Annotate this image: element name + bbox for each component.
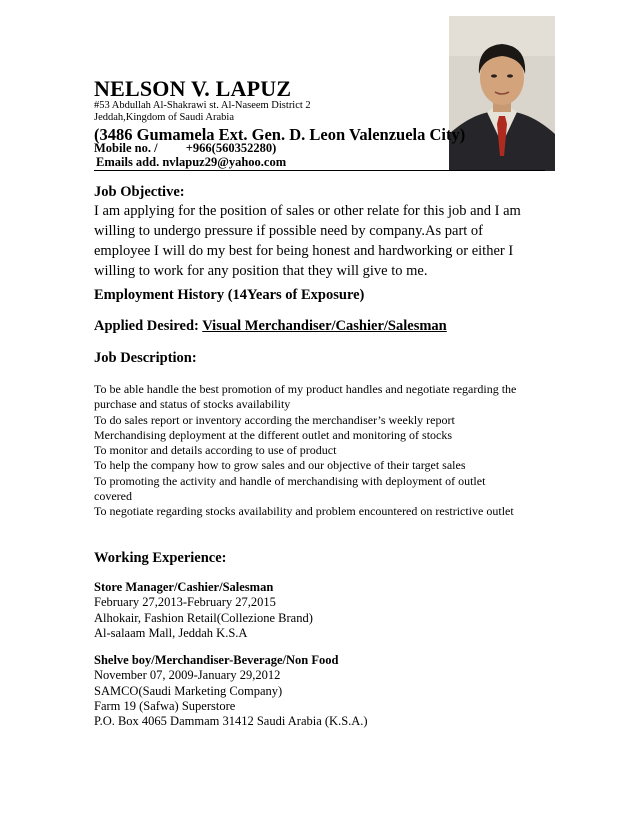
experience-entry-1	[94, 580, 313, 641]
job-detail: P.O. Box 4065 Dammam 31412 Saudi Arabia (K.S.A.)	[94, 714, 368, 729]
objective-line: I am applying for the position of sales or other relate for this job and I am	[94, 203, 521, 219]
address-line-1: #53 Abdullah Al-Shakrawi st. Al-Naseem District 2	[94, 100, 311, 111]
objective-heading: Job Objective:	[94, 184, 185, 200]
job-description-list	[94, 382, 516, 520]
list-item: To promoting the activity and handle of merchandising with deployment of outlet	[94, 473, 486, 488]
list-item: To negotiate regarding stocks availability and problem encountered on restrictive outlet	[94, 504, 514, 519]
experience-entry-2	[94, 653, 368, 729]
applied-label: Applied Desired:	[94, 318, 203, 334]
job-title: Shelve boy/Merchandiser-Beverage/Non Food	[94, 653, 339, 667]
job-description-heading: Job Description:	[94, 350, 197, 366]
applied-position: Visual Merchandiser/Cashier/Salesman	[202, 318, 447, 334]
email-line: Emails add. nvlapuz29@yahoo.com	[96, 155, 287, 169]
job-title: Store Manager/Cashier/Salesman	[94, 580, 274, 594]
objective-line: employee I will do my best for being honest and hardworking or either I	[94, 243, 514, 259]
address-line-2: Jeddah,Kingdom of Saudi Arabia	[94, 112, 234, 123]
list-item: purchase and status of stocks availability	[94, 397, 291, 412]
job-detail: Alhokair, Fashion Retail(Collezione Brand)	[94, 610, 313, 625]
list-item: covered	[94, 489, 132, 504]
candidate-name: NELSON V. LAPUZ	[94, 76, 292, 101]
list-item: To monitor and details according to use of product	[94, 443, 337, 458]
list-item: To be able handle the best promotion of my product handles and negotiate regarding the	[94, 382, 517, 396]
applied-desired-line	[94, 318, 513, 335]
job-detail: Farm 19 (Safwa) Superstore	[94, 698, 236, 713]
objective-line: willing to undergo pressure if possible need by company.As part of	[94, 223, 484, 239]
mobile-label: Mobile no. /	[94, 141, 158, 155]
header-divider	[94, 170, 545, 171]
profile-photo	[449, 16, 555, 171]
home-address: (3486 Gumamela Ext. Gen. D. Leon Valenzuela City)	[94, 125, 466, 144]
employment-history-heading: Employment History (14Years of Exposure)	[94, 287, 365, 303]
list-item: To do sales report or inventory according the merchandiser’s weekly report	[94, 412, 455, 427]
job-detail: November 07, 2009-January 29,2012	[94, 668, 281, 683]
mobile-number: +966(560352280)	[185, 141, 277, 155]
objective-line: willing to work for any position that they will give to me.	[94, 263, 428, 279]
job-detail: February 27,2013-February 27,2015	[94, 595, 276, 610]
job-detail: Al-salaam Mall, Jeddah K.S.A	[94, 625, 248, 640]
working-experience-heading: Working Experience:	[94, 550, 227, 566]
list-item: Merchandising deployment at the different outlet and monitoring of stocks	[94, 427, 453, 442]
objective-text	[94, 201, 521, 281]
mobile-line	[94, 141, 276, 156]
portrait-image	[449, 16, 555, 171]
job-detail: SAMCO(Saudi Marketing Company)	[94, 683, 283, 698]
list-item: To help the company how to grow sales and our objective of their target sales	[94, 458, 466, 473]
